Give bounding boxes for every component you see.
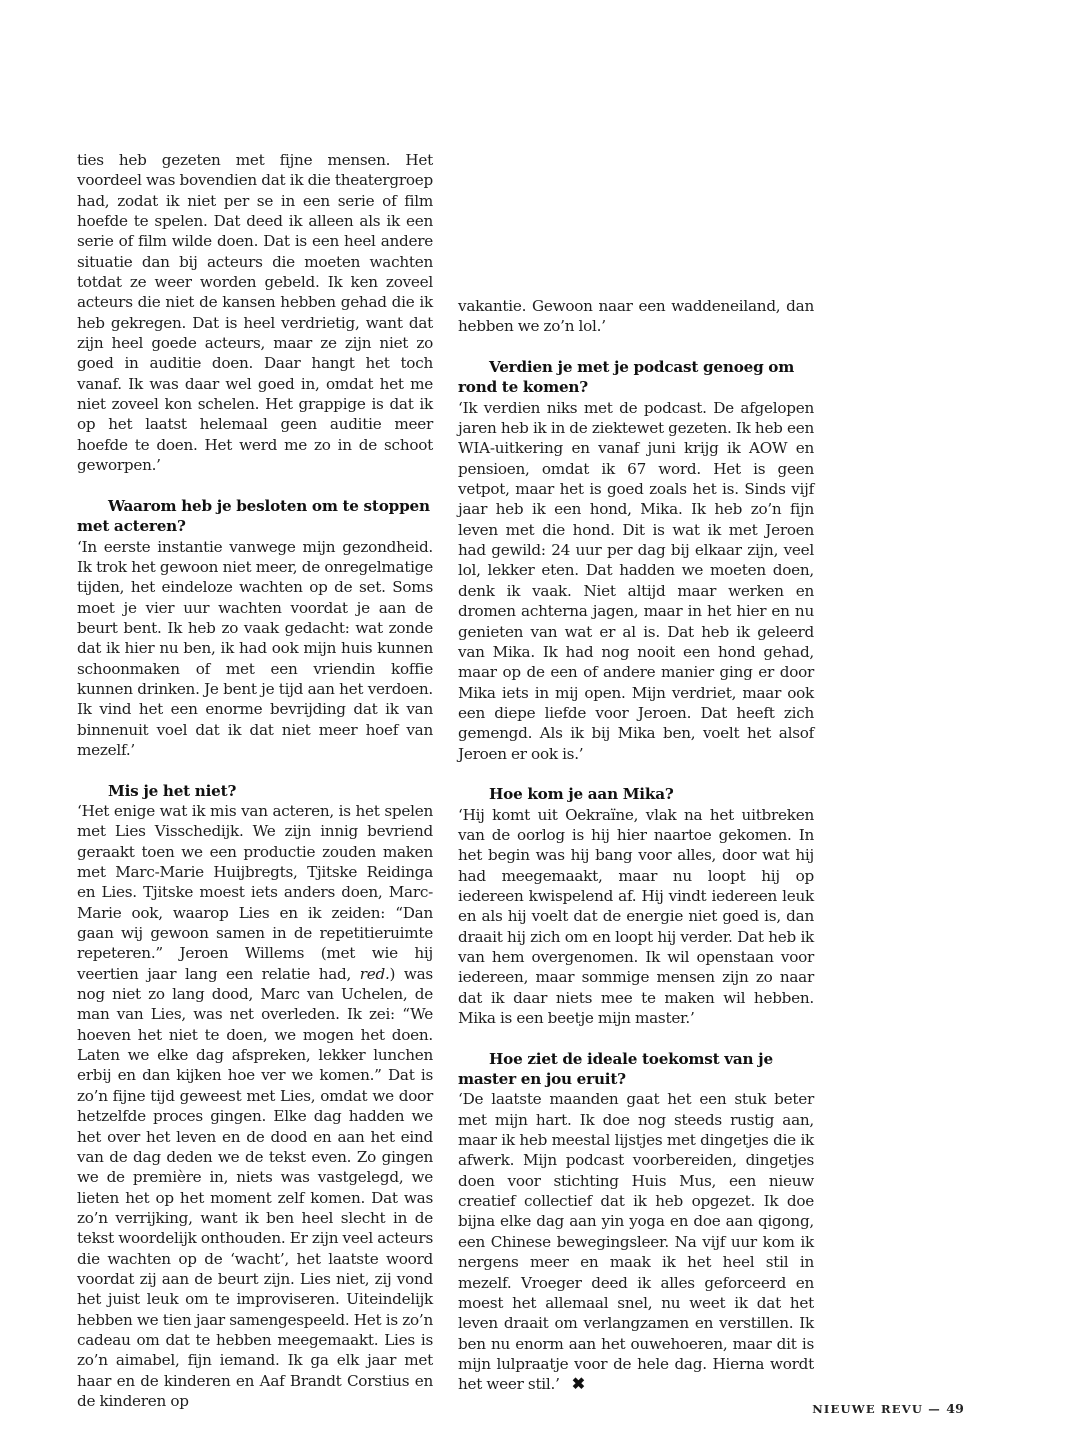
answer-text: ‘Het enige wat ik mis van acteren, is het spelen met Lies Visschedijk. We zijn innig bevriend geraakt toen we een productie zouden maken met Marc-Marie Huijbregts, Tjitske Reidinga en Lies. Tjitske moest iets anders doen, Marc-Marie ook, waarop Lies en ik zeiden: “Dan gaan wij gewoon samen in de repetitieruimte repeteren.” Jeroen Willems (met wie hij veertien jaar lang een relatie had,	[77, 802, 433, 983]
end-mark-icon: ✖	[571, 1374, 585, 1394]
editorial-note: red.	[359, 964, 390, 983]
paragraph-spacer	[458, 1028, 814, 1048]
question-heading-podcast-income: Verdien je met je podcast genoeg om rond te komen?	[458, 358, 795, 397]
answer-mika: ‘Hij komt uit Oekraïne, vlak na het uitbreken van de oorlog is hij hier naartoe gekomen. In het begin was hij bang voor alles, door wat hij had meegemaakt, maar nu loopt hij op iedereen kwispelend af. Hij vindt iedereen leuk en als hij voelt dat de energie niet goed is, dan draait hij zich om en loopt hij verder. Dat heb ik van hem overgenomen. Ik wil openstaan voor iedereen, maar sommige mensen zijn zo naar dat ik daar niets mee te maken wil hebben. Mika is een beetje mijn master.’	[458, 805, 814, 1028]
body-paragraph-continued: vakantie. Gewoon naar een waddeneiland, dan hebben we zo’n lol.’	[458, 297, 814, 336]
paragraph-spacer	[458, 337, 814, 357]
paragraph-spacer	[458, 764, 814, 784]
folio-separator: —	[928, 1402, 941, 1416]
answer-text: ‘De laatste maanden gaat het een stuk beter met mijn hart. Ik doe nog steeds rustig aan, maar ik heb meestal lijstjes met dingetjes die ik afwerk. Mijn podcast voorbereiden, dingetjes doen voor stichting Huis Mus, een nieuw creatief collectief dat ik heb opgezet. Ik doe bijna elke dag aan yin yoga en doe aan qigong, een Chinese bewegingsleer. Na vijf uur kom ik nergens meer en maak ik het heel stil in mezelf. Vroeger deed ik alles geforceerd en moest het allemaal snel, nu weet ik dat het leven draait om verlangzamen en verstillen. Ik ben nu enorm aan het ouwehoeren, maar dit is mijn lulpraatje voor de hele dag. Hierna wordt het weer stil.’	[458, 1090, 814, 1394]
page-number: 49	[946, 1401, 964, 1416]
paragraph-spacer	[77, 476, 433, 496]
left-column	[77, 150, 433, 1411]
answer-miss-it	[77, 801, 433, 1411]
publication-name: NIEUWE REVU	[812, 1402, 924, 1416]
question-heading-future: Hoe ziet de ideale toekomst van je master en jou eruit?	[458, 1049, 773, 1089]
body-paragraph-continued: ties heb gezeten met fijne mensen. Het voordeel was bovendien dat ik die theatergroep had, zodat ik niet per se in een serie of film hoefde te spelen. Dat deed ik alleen als ik een serie of film wilde doen. Dat is een heel andere situatie dan bij acteurs die moeten wachten totdat ze weer worden gebeld. Ik ken zoveel acteurs die niet de kansen hebben gehad die ik heb gekregen. Dat is heel verdrietig, want dat zijn heel goede acteurs, maar ze zijn niet zo goed in auditie doen. Daar hangt het toch vanaf. Ik was daar wel goed in, omdat het me niet zoveel kon schelen. Het grappige is dat ik op het laatst helemaal geen auditie meer hoefde te doen. Het werd me zo in de schoot geworpen.’	[77, 151, 433, 475]
question-heading-miss-it: Mis je het niet?	[108, 781, 237, 800]
paragraph-spacer	[77, 760, 433, 780]
right-column	[458, 296, 814, 1395]
answer-stop-acting: ‘In eerste instantie vanwege mijn gezondheid. Ik trok het gewoon niet meer, de onregelmatige tijden, het eindeloze wachten op de set. Soms moet je vier uur wachten voordat je aan de beurt bent. Ik heb zo vaak gedacht: wat zonde dat ik hier nu ben, ik had ook mijn huis kunnen schoonmaken of met een vriendin koffie kunnen drinken. Je bent je tijd aan het verdoen. Ik vind het een enorme bevrijding dat ik van binnenuit voel dat ik dat niet meer hoef van mezelf.’	[77, 537, 433, 759]
question-heading-stop-acting: Waarom heb je besloten om te stoppen met acteren?	[77, 496, 430, 536]
question-heading-mika: Hoe kom je aan Mika?	[489, 785, 674, 804]
answer-podcast-income: ‘Ik verdien niks met de podcast. De afgelopen jaren heb ik in de ziektewet gezeten. Ik heb een WIA-uitkering en vanaf juni krijg ik AOW en pensioen, omdat ik 67 word. Het is geen vetpot, maar het is goed zoals het is. Sinds vijf jaar heb ik een hond, Mika. Ik heb zo’n fijn leven met die hond. Dit is wat ik met Jeroen had gewild: 24 uur per dag bij elkaar zijn, veel lol, lekker eten. Dat hadden we moeten doen, denk ik vaak. Niet altijd maar werken en dromen achterna jagen, maar in het hier en nu genieten van wat er al is. Dat heb ik geleerd van Mika. Ik had nog nooit een hond gehad, maar op de een of andere manier ging er door Mika iets in mij open. Mijn verdriet, maar ook een diepe liefde voor Jeroen. Dat heeft zich gemengd. Als ik bij Mika ben, voelt het alsof Jeroen er ook is.’	[458, 398, 814, 763]
page-folio	[812, 1401, 964, 1416]
answer-text: ) was nog niet zo lang dood, Marc van Uchelen, de man van Lies, was net overleden. Ik zei: “We hoeven het niet te doen, we mogen het doen. Laten we elke dag afspreken, lekker lunchen erbij en dan kijken hoe ver we komen.” Dat is zo’n fijne tijd geweest met Lies, omdat we door hetzelfde proces gingen. Elke dag hadden we het over het leven en de dood en aan het eind van de dag deden we de tekst even. Zo gingen we de première in, niets was vastgelegd, we lieten het op het moment zelf komen. Dat was zo’n verrijking, want ik ben heel slecht in de tekst woordelijk onthouden. Er zijn veel acteurs die wachten op de ‘wacht’, het laatste woord voordat zij aan de beurt zijn. Lies niet, zij vond het juist leuk om te improviseren. Uiteindelijk hebben we tien jaar samengespeeld. Het is zo’n cadeau om dat te hebben meegemaakt. Lies is zo’n aimabel, fijn iemand. Ik ga elk jaar met haar en de kinderen en Aaf Brandt Corstius en de kinderen op	[77, 964, 433, 1410]
answer-future	[458, 1089, 814, 1394]
